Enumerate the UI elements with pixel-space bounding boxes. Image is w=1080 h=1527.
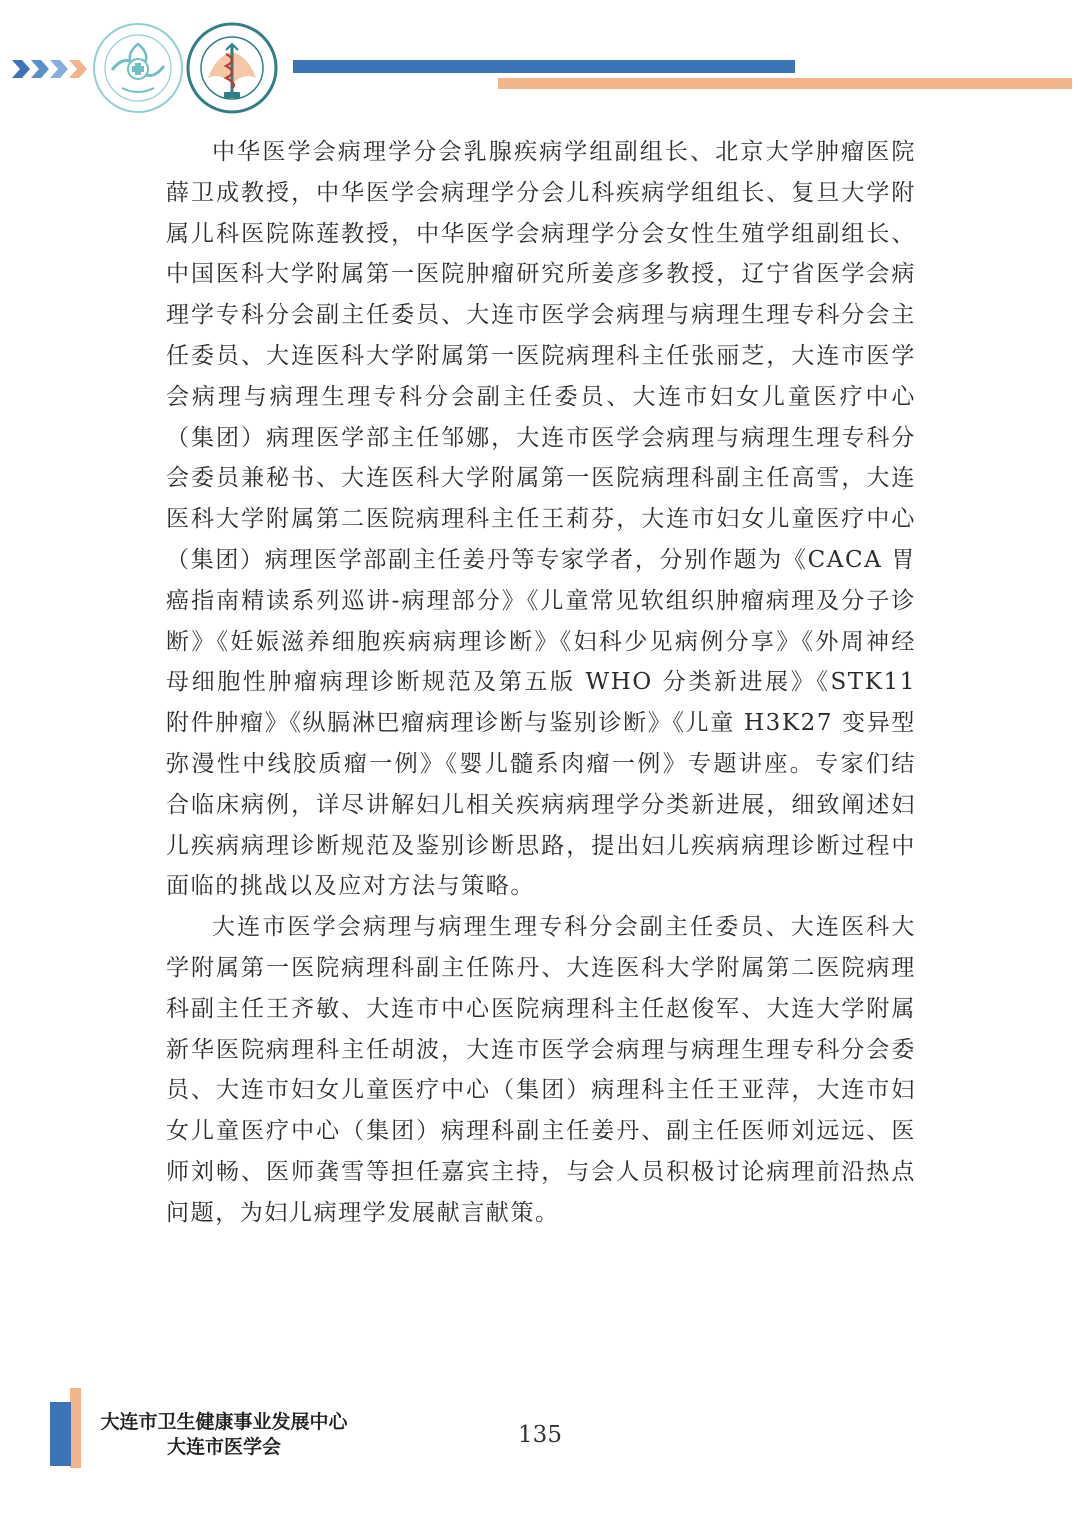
paragraph: 大连市医学会病理与病理生理专科分会副主任委员、大连医科大学附属第一医院病理科副主任陈丹、大连医科大学附属第二医院病理科副主任王齐敏、大连市中心医院病理科主任赵俊军、大连大学附属新华医院病理科主任胡波，大连市医学会病理与病理生理专科分会委员、大连市妇女儿童医疗中心（集团）病理科主任王亚萍，大连市妇女儿童医疗中心（集团）病理科副主任姜丹、副主任医师刘远远、医师刘畅、医师龚雪等担任嘉宾主持，与会人员积极讨论病理前沿热点问题，为妇儿病理学发展献言献策。 <box>166 914 916 1226</box>
page-header <box>0 0 1080 120</box>
chevron-arrows-icon <box>12 58 88 80</box>
page-number: 135 <box>518 1422 562 1448</box>
footer-org-line1: 大连市卫生健康事业发展中心 <box>100 1411 348 1433</box>
footer-orange-strip <box>70 1388 81 1468</box>
header-orange-bar <box>498 78 1072 89</box>
footer-organization <box>92 1410 356 1460</box>
article-body <box>166 132 916 1234</box>
dalian-medical-association-logo <box>186 22 278 114</box>
dalian-health-development-center-logo <box>92 22 184 114</box>
header-blue-bar <box>293 60 795 73</box>
paragraph: 中华医学会病理学分会乳腺疾病学组副组长、北京大学肿瘤医院薛卫成教授，中华医学会病理学分会儿科疾病学组组长、复旦大学附属儿科医院陈莲教授，中华医学会病理学分会女性生殖学组副组长、中国医科大学附属第一医院肿瘤研究所姜彦多教授，辽宁省医学会病理学专科分会副主任委员、大连市医学会病理与病理生理专科分会主任委员、大连医科大学附属第一医院病理科主任张丽芝，大连市医学会病理与病理生理专科分会副主任委员、大连市妇女儿童医疗中心（集团）病理医学部主任邹娜，大连市医学会病理与病理生理专科分会委员兼秘书、大连医科大学附属第一医院病理科副主任高雪，大连医科大学附属第二医院病理科主任王莉芬，大连市妇女儿童医疗中心（集团）病理医学部副主任姜丹等专家学者，分别作题为《CACA 胃癌指南精读系列巡讲-病理部分》《儿童常见软组织肿瘤病理及分子诊断》《妊娠滋养细胞疾病病理诊断》《妇科少见病例分享》《外周神经母细胞性肿瘤病理诊断规范及第五版 WHO 分类新进展》《STK11 附件肿瘤》《纵膈淋巴瘤病理诊断与鉴别诊断》《儿童 H3K27 变异型弥漫性中线胶质瘤一例》《婴儿髓系肉瘤一例》专题讲座。专家们结合临床病例，详尽讲解妇儿相关疾病病理学分类新进展，细致阐述妇儿疾病病理诊断规范及鉴别诊断思路，提出妇儿疾病病理诊断过程中面临的挑战以及应对方法与策略。 <box>166 139 916 900</box>
footer-blue-strip <box>50 1402 71 1466</box>
footer-org-line2: 大连市医学会 <box>166 1436 281 1458</box>
